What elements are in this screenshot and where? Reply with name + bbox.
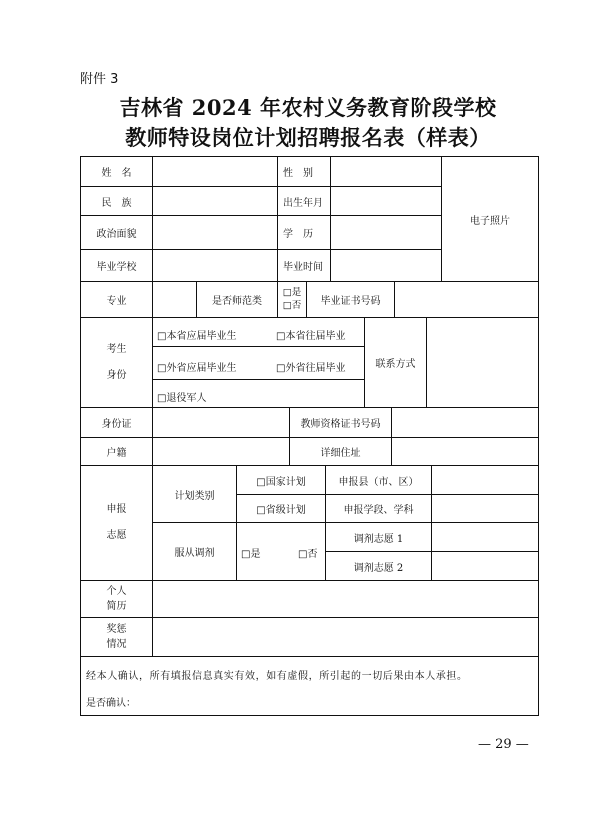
candidate-identity-line1: 考生 <box>106 343 127 355</box>
adjust-2-label: 调剂志愿 2 <box>325 551 432 581</box>
adjust-no-checkbox[interactable]: □否 <box>298 548 318 560</box>
plan-provincial-checkbox[interactable]: □省级计划 <box>236 494 326 523</box>
opt-out-fresh[interactable]: □外省应届毕业生 <box>157 362 237 374</box>
household-label: 户籍 <box>80 437 153 466</box>
form-title-line2: 教师特设岗位计划招聘报名表（样表） <box>125 125 491 150</box>
divider <box>152 379 365 380</box>
adjust-2-field[interactable] <box>431 551 539 581</box>
opt-out-prev[interactable]: □外省往届毕业 <box>276 362 346 374</box>
political-status-field[interactable] <box>152 215 278 250</box>
grad-cert-field[interactable] <box>394 281 539 318</box>
confirmation-text: 经本人确认，所有填报信息真实有效，如有虚假，所引起的一切后果由本人承担。 <box>86 670 468 682</box>
education-label: 学 历 <box>277 215 331 250</box>
grad-time-field[interactable] <box>330 249 442 282</box>
name-label: 姓 名 <box>80 156 153 187</box>
confirm-label[interactable]: 是否确认： <box>86 697 136 709</box>
accept-adjust-label: 服从调剂 <box>152 522 237 581</box>
gender-field[interactable] <box>330 156 442 187</box>
id-card-label: 身份证 <box>80 407 153 438</box>
adjust-yes-checkbox[interactable]: □是 <box>241 548 261 560</box>
major-field[interactable] <box>152 281 197 318</box>
plan-national-checkbox[interactable]: □国家计划 <box>236 465 326 495</box>
divider <box>152 346 365 347</box>
registration-form-table <box>80 156 539 716</box>
is-normal-checkbox[interactable]: □是 □否 <box>277 281 307 318</box>
teacher-cert-label: 教师资格证书号码 <box>289 407 392 438</box>
name-field[interactable] <box>152 156 278 187</box>
resume-label <box>80 580 153 618</box>
opt-veteran[interactable]: □退役军人 <box>157 392 207 404</box>
school-label: 毕业学校 <box>80 249 153 282</box>
address-label: 详细住址 <box>289 437 392 466</box>
apply-label <box>80 465 153 581</box>
resume-line2: 简历 <box>106 601 127 612</box>
resume-line1: 个人 <box>106 586 127 597</box>
contact-field[interactable] <box>426 317 539 408</box>
opt-local-fresh[interactable]: □本省应届毕业生 <box>157 330 237 342</box>
gender-label: 性 别 <box>277 156 331 187</box>
teacher-cert-field[interactable] <box>391 407 539 438</box>
grad-cert-label: 毕业证书号码 <box>306 281 395 318</box>
education-field[interactable] <box>330 215 442 250</box>
plan-type-label: 计划类别 <box>152 465 237 523</box>
is-normal-label: 是否师范类 <box>196 281 278 318</box>
grad-time-label: 毕业时间 <box>277 249 331 282</box>
apply-line1: 申报 <box>106 504 127 515</box>
birth-date-field[interactable] <box>330 186 442 216</box>
major-label: 专业 <box>80 281 153 318</box>
address-field[interactable] <box>391 437 539 466</box>
section-subject-field[interactable] <box>431 494 539 523</box>
id-card-field[interactable] <box>152 407 290 438</box>
political-status-label: 政治面貌 <box>80 215 153 250</box>
attachment-label: 附件 3 <box>80 72 119 87</box>
contact-label: 联系方式 <box>364 317 427 408</box>
resume-field[interactable] <box>152 580 539 618</box>
candidate-identity-label <box>80 317 153 408</box>
adjust-1-field[interactable] <box>431 522 539 552</box>
school-field[interactable] <box>152 249 278 282</box>
apply-line2: 志愿 <box>106 530 127 541</box>
opt-local-prev[interactable]: □本省往届毕业 <box>276 330 346 342</box>
county-field[interactable] <box>431 465 539 495</box>
award-line2: 情况 <box>106 639 127 650</box>
ethnicity-field[interactable] <box>152 186 278 216</box>
award-label <box>80 617 153 657</box>
page-number: — 29 — <box>478 737 529 752</box>
ethnicity-label: 民 族 <box>80 186 153 216</box>
award-line1: 奖惩 <box>106 624 127 635</box>
form-title-line1: 吉林省 2024 年农村义务教育阶段学校 <box>119 95 497 120</box>
adjust-1-label: 调剂志愿 1 <box>325 522 432 552</box>
section-subject-label: 申报学段、学科 <box>325 494 432 523</box>
county-label: 申报县（市、区） <box>325 465 432 495</box>
birth-date-label: 出生年月 <box>277 186 331 216</box>
award-field[interactable] <box>152 617 539 657</box>
photo-box[interactable]: 电子照片 <box>441 156 539 282</box>
household-field[interactable] <box>152 437 290 466</box>
candidate-identity-line2: 身份 <box>106 369 127 381</box>
